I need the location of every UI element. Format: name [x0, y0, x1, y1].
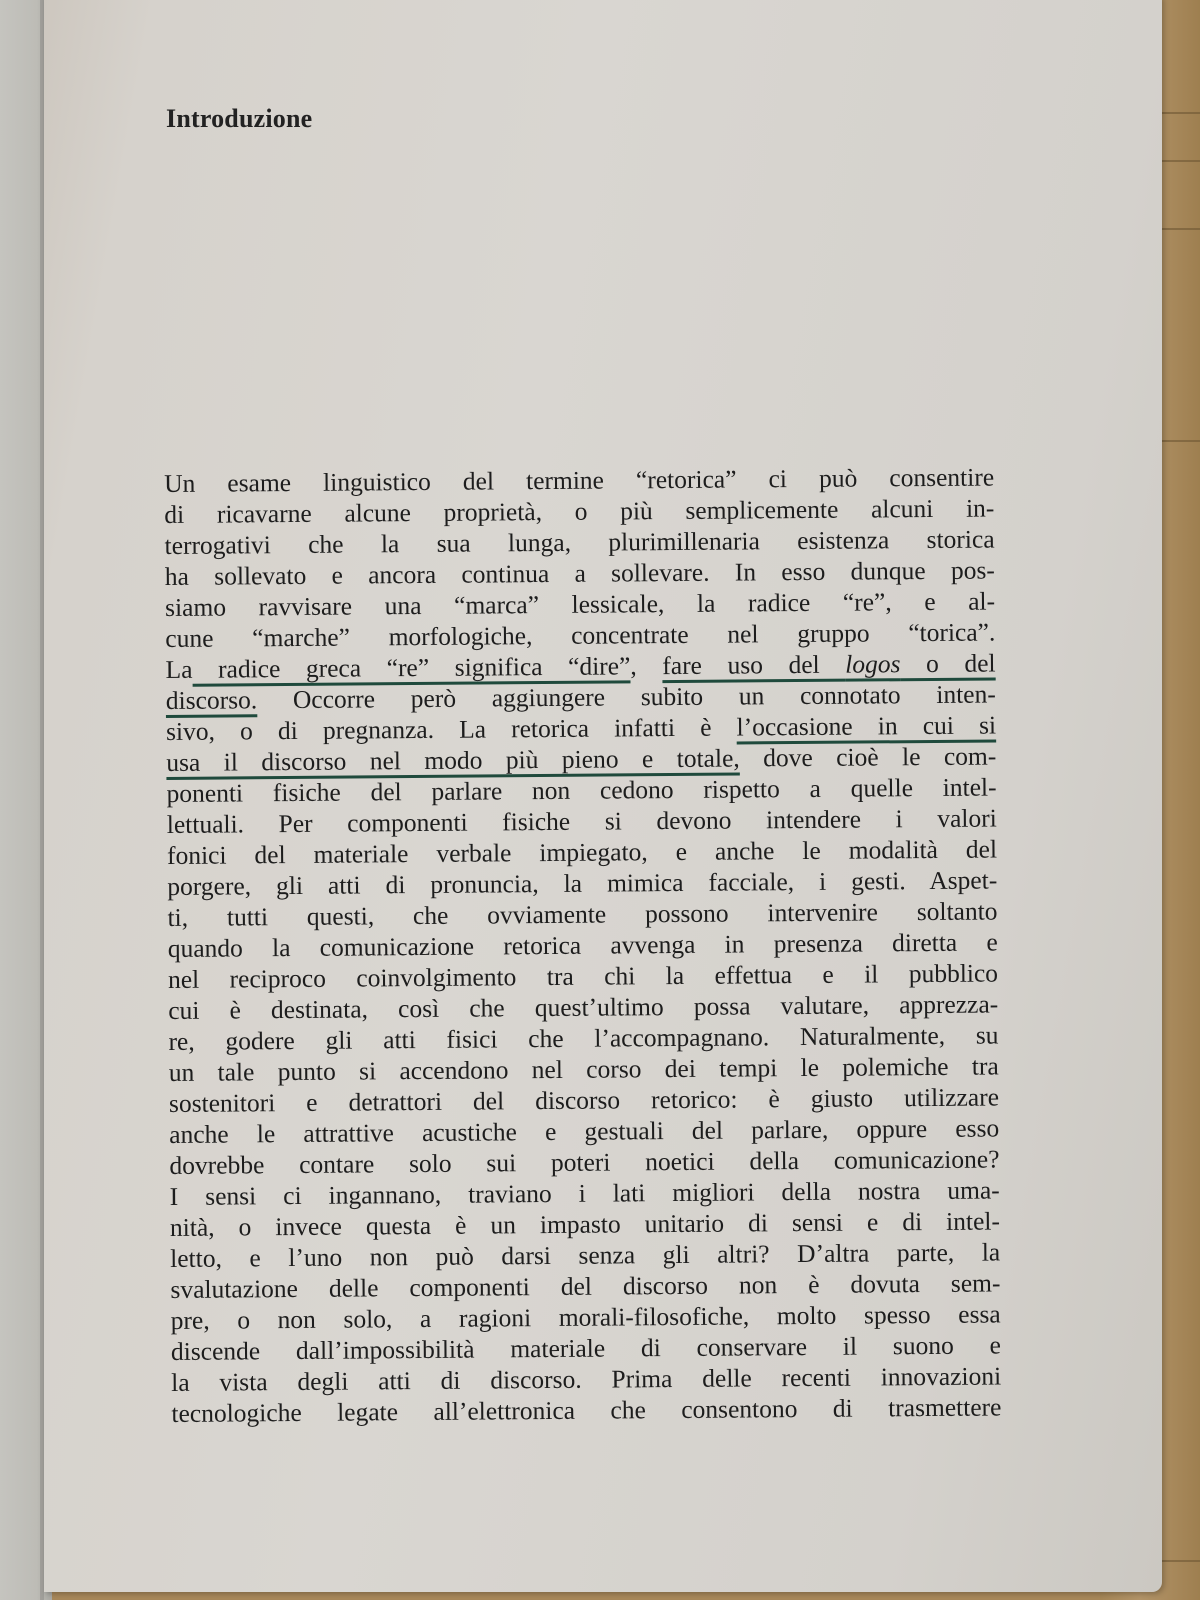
- text-segment: la vista degli atti di discorso. Prima delle recenti innovazioni: [171, 1361, 1002, 1397]
- text-segment: porgere, gli atti di pronuncia, la mimica facciale, i gesti. Aspet-: [167, 865, 998, 901]
- text-segment: La: [165, 654, 193, 684]
- text-segment: re, godere gli atti fisici che l’accompagnano. Naturalmente, su: [168, 1020, 999, 1056]
- underlined-annotation: radice greca “re” significa “dire”: [192, 651, 631, 684]
- text-segment: dovrebbe contare solo sui poteri noetici della comunicazione?: [169, 1144, 1000, 1180]
- text-segment: anche le attrattive acustiche e gestuali del parlare, oppure esso: [169, 1113, 1000, 1149]
- underlined-annotation: discorso.: [165, 685, 258, 715]
- text-segment: letto, e l’uno non può darsi senza gli altri? D’altra parte, la: [170, 1237, 1001, 1273]
- text-segment: cune “marche” morfologiche, concentrate nel gruppo “torica”.: [165, 617, 996, 653]
- text-segment: nel reciproco coinvolgimento tra chi la effettua e il pubblico: [167, 958, 999, 994]
- underlined-annotation: logos: [845, 649, 901, 679]
- text-segment: svalutazione delle componenti del discorso non è dovuta sem-: [170, 1268, 1001, 1304]
- book-page: [44, 0, 1162, 1592]
- text-segment: lettuali. Per componenti fisiche si devono intendere i valori: [166, 803, 997, 839]
- text-segment: ha sollevato e ancora continua a sollevare. In esso dunque pos-: [164, 555, 995, 591]
- text-segment: Occorre però aggiungere subito un connotato inten-: [257, 679, 996, 715]
- text-segment: cui è destinata, così che quest’ultimo possa valutare, apprezza-: [168, 989, 999, 1025]
- text-segment: ,: [630, 651, 663, 681]
- text-segment: di ricavarne alcune proprietà, o più semplicemente alcuni in-: [164, 493, 995, 529]
- text-segment: discende dall’impossibilità materiale di conservare il suono e: [170, 1330, 1002, 1366]
- text-segment: quando la comunicazione retorica avvenga in presenza diretta e: [167, 927, 998, 963]
- text-segment: Un esame linguistico del termine “retorica” ci può consentire: [164, 462, 995, 498]
- text-segment: sostenitori e detrattori del discorso retorico: è giusto utilizzare: [168, 1082, 1000, 1118]
- underlined-annotation: fare uso del: [662, 649, 846, 681]
- underlined-annotation: usa il discorso nel modo più pieno e totale,: [166, 743, 740, 777]
- text-segment: siamo ravvisare una “marca” lessicale, la radice “re”, e al-: [164, 586, 996, 622]
- text-line: [171, 1391, 1001, 1429]
- text-segment: un tale punto si accendono nel corso dei tempi le polemiche tra: [168, 1051, 999, 1087]
- text-segment: fonici del materiale verbale impiegato, e anche le modalità del: [166, 834, 998, 870]
- text-segment: dove cioè le com-: [739, 741, 997, 773]
- text-segment: ponenti fisiche del parlare non cedono rispetto a quelle intel-: [166, 772, 997, 808]
- text-segment: nità, o invece questa è un impasto unitario di sensi e di intel-: [169, 1206, 1001, 1242]
- text-segment: pre, o non solo, a ragioni morali-filosofiche, molto spesso essa: [170, 1299, 1001, 1335]
- text-segment: I sensi ci ingannano, traviano i lati migliori della nostra uma-: [169, 1175, 1000, 1211]
- text-segment: sivo, o di pregnanza. La retorica infatti è: [165, 712, 737, 746]
- underlined-annotation: l’occasione in cui si: [736, 710, 997, 742]
- text-segment: terrogativi che la sua lunga, plurimillenaria esistenza storica: [164, 524, 995, 560]
- page-heading: Introduzione: [166, 104, 313, 133]
- text-segment: tecnologiche legate all’elettronica che consentono di trasmettere: [171, 1392, 1002, 1428]
- text-segment: ti, tutti questi, che ovviamente possono intervenire soltanto: [167, 896, 998, 932]
- underlined-annotation: o del: [900, 648, 996, 679]
- body-paragraph: [164, 461, 1002, 1428]
